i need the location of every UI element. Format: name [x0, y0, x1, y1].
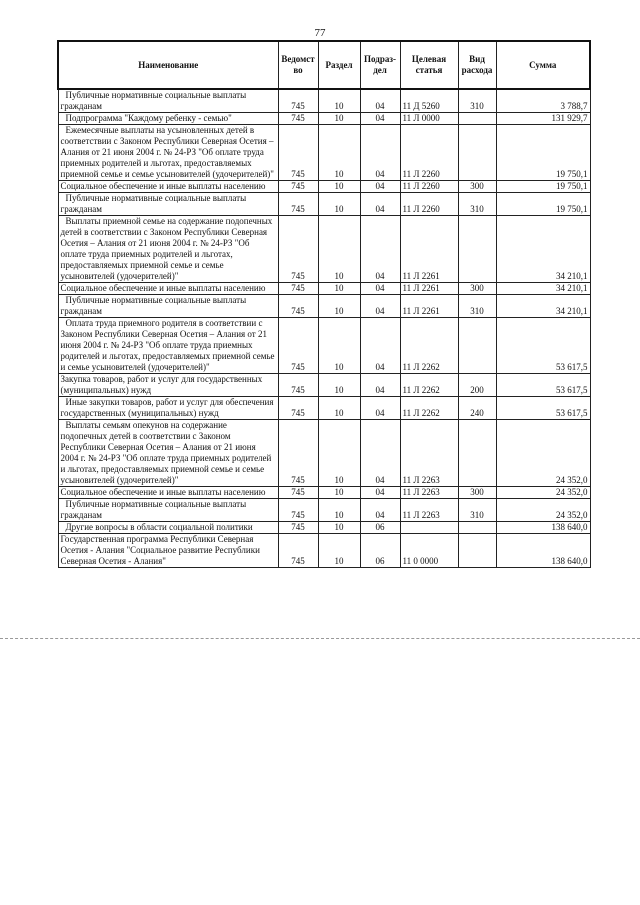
row-vr: 300 — [458, 487, 496, 499]
row-podrazdel: 04 — [360, 113, 400, 125]
row-razdel: 10 — [318, 193, 360, 216]
row-ved: 745 — [278, 181, 318, 193]
row-ved: 745 — [278, 420, 318, 487]
row-ved: 745 — [278, 216, 318, 283]
row-vr: 200 — [458, 374, 496, 397]
row-podrazdel: 04 — [360, 283, 400, 295]
row-cs: 11 Л 2261 — [400, 216, 458, 283]
table-row — [58, 295, 590, 318]
row-ved: 745 — [278, 89, 318, 113]
row-podrazdel: 04 — [360, 397, 400, 420]
row-name: Выплаты приемной семье на содержание подопечных детей в соответствии с Законом Республики Северная Осетия – Алания от 21 июня 2004 г. № 24-РЗ "Об оплате труда приемных родителей и льготах, предоставляемых приемной семье и семье усыновителей (удочерителей)" — [58, 216, 278, 283]
row-name: Публичные нормативные социальные выплаты гражданам — [58, 499, 278, 522]
row-vr: 300 — [458, 181, 496, 193]
row-sum: 19 750,1 — [496, 125, 590, 181]
row-vr — [458, 534, 496, 568]
row-name: Ежемесячные выплаты на усыновленных детей в соответствии с Законом Республики Северная Осетия – Алания от 21 июня 2004 г. № 24-РЗ "Об оплате труда приемных родителей и льготах, предоставляемых приемной семье и семье усыновителей (удочерителей)" — [58, 125, 278, 181]
row-ved: 745 — [278, 534, 318, 568]
row-razdel: 10 — [318, 534, 360, 568]
row-name: Выплаты семьям опекунов на содержание подопечных детей в соответствии с Законом Республики Северная Осетия – Алания от 21 июня 2004 г. № 24-РЗ "Об оплате труда приемных родителей и льготах, предоставляемых приемной семье и семье усыновителей (удочерителей)" — [58, 420, 278, 487]
table-row — [58, 113, 590, 125]
row-podrazdel: 06 — [360, 534, 400, 568]
row-ved: 745 — [278, 283, 318, 295]
row-name: Публичные нормативные социальные выплаты гражданам — [58, 295, 278, 318]
row-cs — [400, 522, 458, 534]
row-sum: 24 352,0 — [496, 420, 590, 487]
table-row — [58, 499, 590, 522]
row-name: Иные закупки товаров, работ и услуг для обеспечения государственных (муниципальных) нужд — [58, 397, 278, 420]
row-cs: 11 Л 2262 — [400, 318, 458, 374]
row-cs: 11 Л 0000 — [400, 113, 458, 125]
row-razdel: 10 — [318, 487, 360, 499]
table-row — [58, 397, 590, 420]
row-podrazdel: 04 — [360, 295, 400, 318]
row-podrazdel: 04 — [360, 216, 400, 283]
row-sum: 24 352,0 — [496, 487, 590, 499]
row-name: Закупка товаров, работ и услуг для государственных (муниципальных) нужд — [58, 374, 278, 397]
row-vr: 240 — [458, 397, 496, 420]
row-cs: 11 Л 2263 — [400, 420, 458, 487]
table-row — [58, 522, 590, 534]
row-cs: 11 Л 2261 — [400, 283, 458, 295]
row-sum: 53 617,5 — [496, 374, 590, 397]
table-row — [58, 534, 590, 568]
row-ved: 745 — [278, 193, 318, 216]
header-name: Наименование — [58, 41, 278, 89]
table-row — [58, 89, 590, 113]
row-sum: 138 640,0 — [496, 522, 590, 534]
row-podrazdel: 04 — [360, 125, 400, 181]
row-podrazdel: 04 — [360, 193, 400, 216]
row-razdel: 10 — [318, 113, 360, 125]
row-podrazdel: 04 — [360, 89, 400, 113]
row-name: Оплата труда приемного родителя в соответствии с Законом Республики Северная Осетия – Алания от 21 июня 2004 г. № 24-РЗ "Об оплате труда приемных родителей и льготах, предоставляемых приемной семье и семье усыновителей (удочерителей)" — [58, 318, 278, 374]
row-cs: 11 Л 2263 — [400, 487, 458, 499]
table-row — [58, 193, 590, 216]
header-vr: Вид расхода — [458, 41, 496, 89]
row-razdel: 10 — [318, 283, 360, 295]
row-razdel: 10 — [318, 374, 360, 397]
row-ved: 745 — [278, 374, 318, 397]
table-row — [58, 125, 590, 181]
table-row — [58, 318, 590, 374]
row-razdel: 10 — [318, 397, 360, 420]
row-vr — [458, 522, 496, 534]
row-ved: 745 — [278, 318, 318, 374]
row-razdel: 10 — [318, 420, 360, 487]
row-sum: 138 640,0 — [496, 534, 590, 568]
row-name: Государственная программа Республики Северная Осетия - Алания "Социальное развитие Республики Северная Осетия - Алания" — [58, 534, 278, 568]
table-row — [58, 181, 590, 193]
row-podrazdel: 04 — [360, 318, 400, 374]
header-razdel: Раздел — [318, 41, 360, 89]
row-name: Социальное обеспечение и иные выплаты населению — [58, 181, 278, 193]
row-name: Подпрограмма "Каждому ребенку - семью" — [58, 113, 278, 125]
row-sum: 24 352,0 — [496, 499, 590, 522]
row-razdel: 10 — [318, 181, 360, 193]
row-sum: 131 929,7 — [496, 113, 590, 125]
row-name: Социальное обеспечение и иные выплаты населению — [58, 487, 278, 499]
page-number: 77 — [314, 27, 326, 39]
table-row — [58, 216, 590, 283]
row-vr — [458, 318, 496, 374]
row-podrazdel: 04 — [360, 181, 400, 193]
row-name: Другие вопросы в области социальной политики — [58, 522, 278, 534]
row-ved: 745 — [278, 522, 318, 534]
row-vr: 310 — [458, 499, 496, 522]
row-cs: 11 Л 2262 — [400, 397, 458, 420]
row-ved: 745 — [278, 125, 318, 181]
row-ved: 745 — [278, 397, 318, 420]
row-razdel: 10 — [318, 295, 360, 318]
row-sum: 3 788,7 — [496, 89, 590, 113]
row-cs: 11 Л 2263 — [400, 499, 458, 522]
row-razdel: 10 — [318, 318, 360, 374]
row-cs: 11 Л 2262 — [400, 374, 458, 397]
row-razdel: 10 — [318, 125, 360, 181]
row-vr: 310 — [458, 89, 496, 113]
row-ved: 745 — [278, 113, 318, 125]
row-sum: 53 617,5 — [496, 318, 590, 374]
row-ved: 745 — [278, 487, 318, 499]
row-cs: 11 Л 2260 — [400, 125, 458, 181]
row-razdel: 10 — [318, 216, 360, 283]
row-ved: 745 — [278, 499, 318, 522]
row-ved: 745 — [278, 295, 318, 318]
row-podrazdel: 04 — [360, 374, 400, 397]
row-name: Социальное обеспечение и иные выплаты населению — [58, 283, 278, 295]
row-vr: 300 — [458, 283, 496, 295]
fold-line — [0, 638, 640, 639]
header-row — [58, 41, 590, 89]
row-name: Публичные нормативные социальные выплаты гражданам — [58, 193, 278, 216]
row-podrazdel: 04 — [360, 499, 400, 522]
row-razdel: 10 — [318, 89, 360, 113]
row-vr: 310 — [458, 295, 496, 318]
header-sum: Сумма — [496, 41, 590, 89]
row-vr — [458, 113, 496, 125]
row-razdel: 10 — [318, 522, 360, 534]
row-sum: 34 210,1 — [496, 216, 590, 283]
row-razdel: 10 — [318, 499, 360, 522]
header-podrazdel: Подраз- дел — [360, 41, 400, 89]
budget-table — [57, 40, 591, 568]
header-cs: Целевая статья — [400, 41, 458, 89]
row-vr: 310 — [458, 193, 496, 216]
row-podrazdel: 06 — [360, 522, 400, 534]
row-sum: 19 750,1 — [496, 193, 590, 216]
row-sum: 34 210,1 — [496, 295, 590, 318]
row-cs: 11 0 0000 — [400, 534, 458, 568]
row-podrazdel: 04 — [360, 420, 400, 487]
row-sum: 19 750,1 — [496, 181, 590, 193]
row-vr — [458, 125, 496, 181]
table-row — [58, 487, 590, 499]
row-sum: 34 210,1 — [496, 283, 590, 295]
table-row — [58, 374, 590, 397]
table-row — [58, 283, 590, 295]
row-cs: 11 Л 2260 — [400, 181, 458, 193]
row-podrazdel: 04 — [360, 487, 400, 499]
row-vr — [458, 216, 496, 283]
row-cs: 11 Д 5260 — [400, 89, 458, 113]
row-cs: 11 Л 2261 — [400, 295, 458, 318]
row-cs: 11 Л 2260 — [400, 193, 458, 216]
row-name: Публичные нормативные социальные выплаты гражданам — [58, 89, 278, 113]
table-row — [58, 420, 590, 487]
row-sum: 53 617,5 — [496, 397, 590, 420]
header-ved: Ведомст во — [278, 41, 318, 89]
row-vr — [458, 420, 496, 487]
